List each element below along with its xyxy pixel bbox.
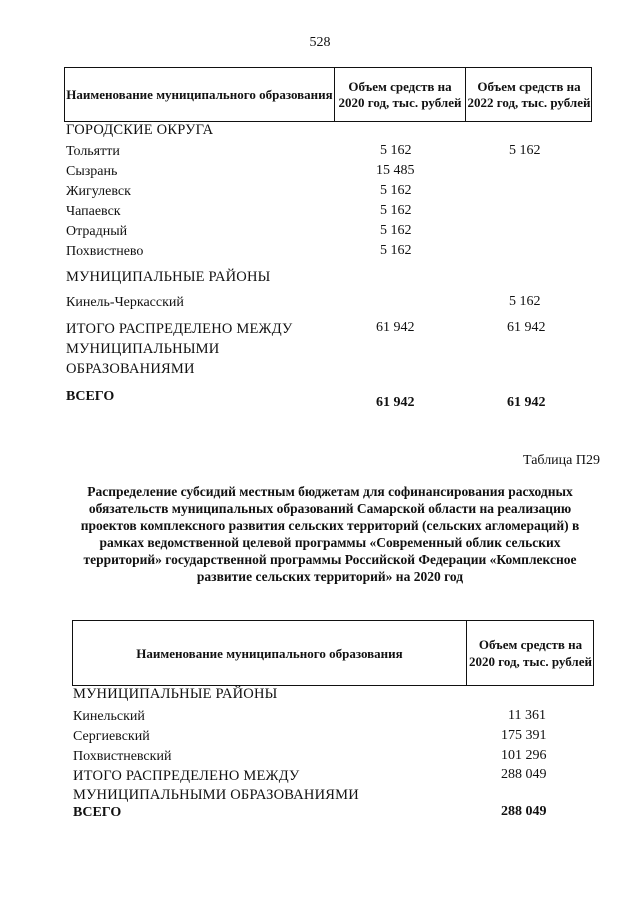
table2-itogo-line1: ИТОГО РАСПРЕДЕЛЕНО МЕЖДУ xyxy=(73,768,300,784)
table1-row-name: Похвистнево xyxy=(66,244,144,259)
table1-row-name: Сызрань xyxy=(66,164,118,179)
table2-row-name: Кинельский xyxy=(73,709,145,724)
table2-header xyxy=(72,620,594,686)
table1-vsego-2020: 61 942 xyxy=(376,395,415,410)
table1-row-name: Жигулевск xyxy=(66,184,131,199)
table2-header-name: Наименование муниципального образования xyxy=(73,621,467,685)
page-number: 528 xyxy=(309,35,331,50)
table1-row-2020: 15 485 xyxy=(376,163,415,178)
table1-section-city: ГОРОДСКИЕ ОКРУГА xyxy=(66,122,214,138)
table1-header-name: Наименование муниципального образования xyxy=(65,68,335,121)
table2-itogo-line2: МУНИЦИПАЛЬНЫМИ ОБРАЗОВАНИЯМИ xyxy=(73,787,359,803)
table1-itogo-2020: 61 942 xyxy=(376,320,415,335)
table2-row-name: Похвистневский xyxy=(73,749,172,764)
table1-header xyxy=(64,67,592,122)
table1-row-name: Чапаевск xyxy=(66,204,121,219)
table1-row-2020: 5 162 xyxy=(380,203,412,218)
table1-row-2020: 5 162 xyxy=(380,243,412,258)
table1-vsego-label: ВСЕГО xyxy=(66,389,115,404)
table2-caption: Таблица П29 xyxy=(523,453,600,468)
table2-vsego-2020: 288 049 xyxy=(501,804,547,819)
table2-row-2020: 101 296 xyxy=(501,748,547,763)
table1-row-2020: 5 162 xyxy=(380,183,412,198)
table1-itogo-line3: ОБРАЗОВАНИЯМИ xyxy=(66,361,195,377)
table1-header-2022: Объем средств на 2022 год, тыс. рублей xyxy=(467,78,591,110)
table2-section-district: МУНИЦИПАЛЬНЫЕ РАЙОНЫ xyxy=(73,686,278,702)
table2-itogo-2020: 288 049 xyxy=(501,767,547,782)
table2-header-2020: Объем средств на 2020 год, тыс. рублей xyxy=(469,637,592,669)
table1-row-name: Тольятти xyxy=(66,144,120,159)
table2-row-2020: 11 361 xyxy=(508,708,546,723)
table1-row-2022: 5 162 xyxy=(509,294,541,309)
table2-row-name: Сергиевский xyxy=(73,729,150,744)
table1-row-2020: 5 162 xyxy=(380,223,412,238)
table2-vsego-label: ВСЕГО xyxy=(73,805,122,820)
table1-row-name: Отрадный xyxy=(66,224,128,239)
table1-itogo-line1: ИТОГО РАСПРЕДЕЛЕНО МЕЖДУ xyxy=(66,321,293,337)
table1-vsego-2022: 61 942 xyxy=(507,395,546,410)
table1-header-2020: Объем средств на 2020 год, тыс. рублей xyxy=(335,68,466,121)
table1-row-2022: 5 162 xyxy=(509,143,541,158)
table1-itogo-2022: 61 942 xyxy=(507,320,546,335)
table1-row-2020: 5 162 xyxy=(380,143,412,158)
table1-row-name: Кинель-Черкасский xyxy=(66,295,184,310)
table1-section-district: МУНИЦИПАЛЬНЫЕ РАЙОНЫ xyxy=(66,269,271,285)
table2-title: Распределение субсидий местным бюджетам для софинансирования расходных обязательств муниципальных образований Самарской области на реализацию проектов комплексного развития сельских территорий (сельских агломераций) в рамках ведомственной целевой программы «Современный облик сельских территорий» государственной программы Российской Федерации «Комплексное развитие сельских территорий» на 2020 год xyxy=(80,484,580,584)
table1-itogo-line2: МУНИЦИПАЛЬНЫМИ xyxy=(66,341,220,357)
table2-row-2020: 175 391 xyxy=(501,728,547,743)
